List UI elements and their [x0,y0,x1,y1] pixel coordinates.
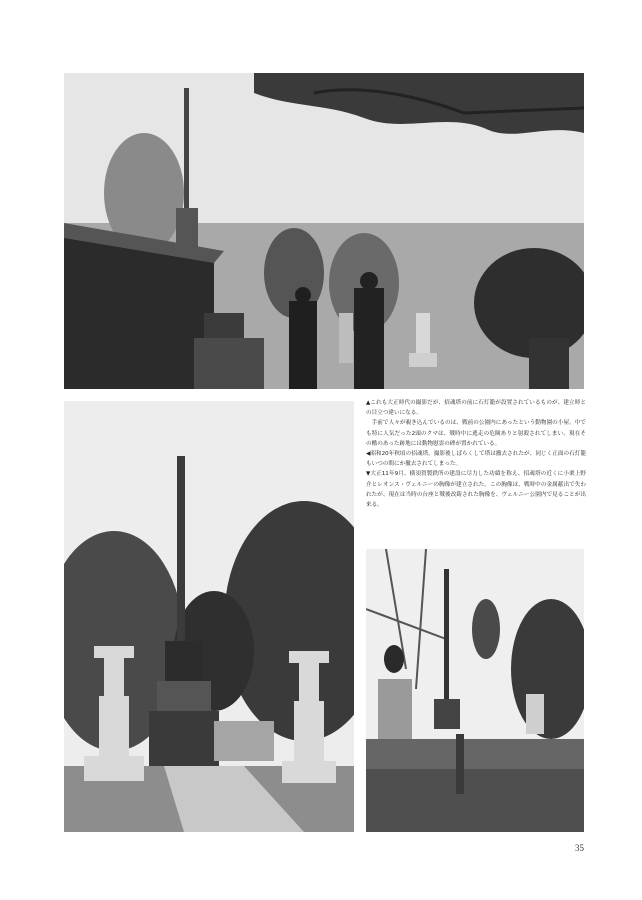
caption-paragraph-4: ▼大正11年9月、横須賀製鉄所の建設に尽力した功績を称え、招魂塔の近くに小栗上野介とレオンス・ヴェルニーの胸像が建立された。この胸像は、戦時中の金属献出で失われたが、現在は当時の台座と戦後改鋳された胸像を、ヴェルニー公園内で見ることが出来る。 [366,471,586,509]
photo-left-image [64,401,354,832]
photo-caption [366,398,586,510]
photo-top-image [64,73,584,389]
caption-paragraph-1: ▲これも大正時代の撮影だが、招魂塔の前に石灯籠が設置されているものが、建立時との目立つ違いになる。 [366,400,586,417]
caption-paragraph-2: 手前で人々が覗き込んでいるのは、戦前の公園内にあったという動物園の小屋。中でも特に人気だった2頭のクマは、戦時中に逃走の危険ありと射殺されてしまい、現在その檻のあった跡地には動物慰霊の碑が置かれている。 [366,420,586,447]
photo-right-image [366,549,584,832]
page-number: 35 [575,843,584,853]
photo-memorial-tower-showa20 [64,401,354,832]
photo-bust-monument [366,549,584,832]
photo-memorial-tower-taisho [64,73,584,389]
caption-paragraph-3: ◀昭和20年秋頃の招魂塔。撮影後しばらくして塔は撤去されたが、同じく正面の石灯籠もいつの間にか撤去されてしまった。 [366,451,586,468]
